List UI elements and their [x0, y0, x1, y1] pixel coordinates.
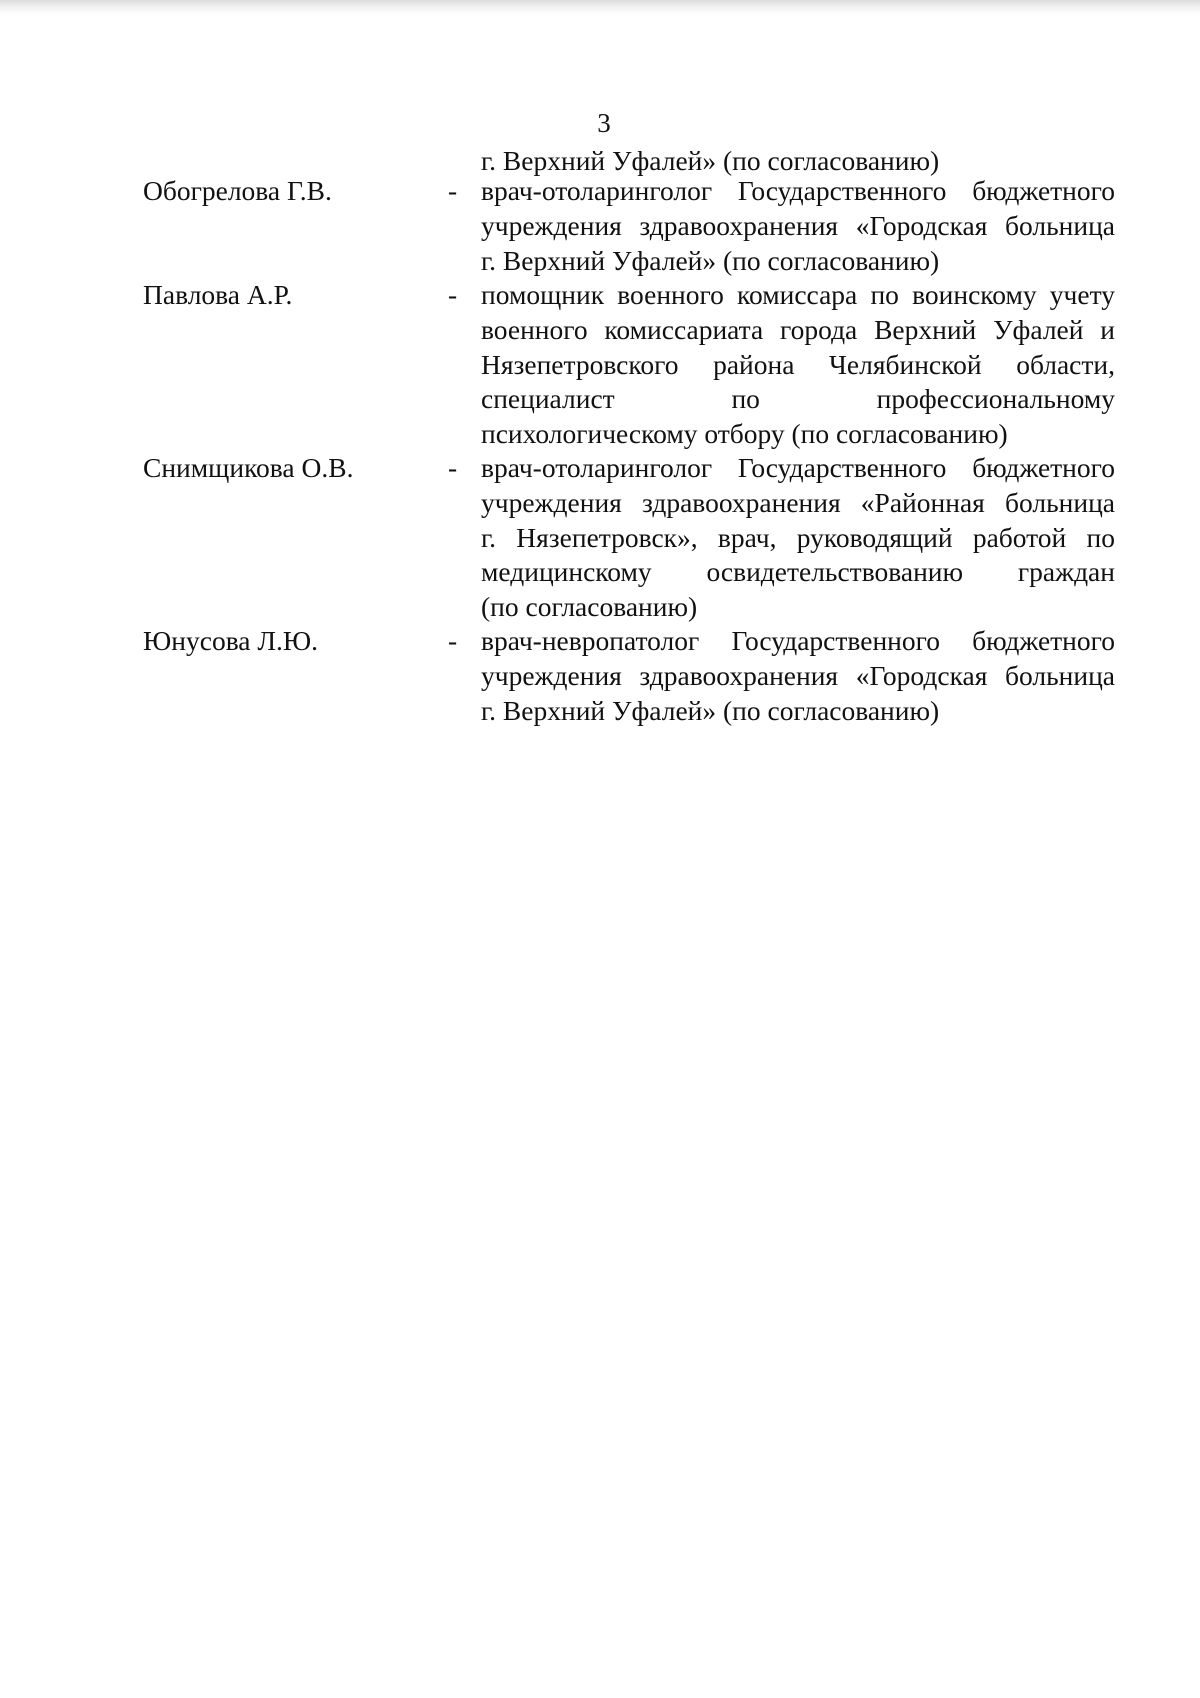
member-description-line: Нязепетровского района Челябинской области,: [481, 349, 1115, 380]
page-number: 3: [597, 108, 611, 138]
member-dash: -: [448, 279, 458, 310]
member-name: Павлова А.Р.: [143, 279, 293, 310]
member-description-line: военного комиссариата города Верхний Уфалей и: [481, 314, 1115, 345]
member-dash: -: [448, 175, 458, 206]
scan-edge-shading: [0, 0, 1200, 14]
continuation-line: г. Верхний Уфалей» (по согласованию): [481, 145, 940, 176]
member-description-line: учреждения здравоохранения «Городская больница: [481, 660, 1115, 691]
member-description-line: медицинскому освидетельствованию граждан: [481, 556, 1115, 587]
member-description-line: врач-отоларинголог Государственного бюджетного: [481, 452, 1115, 483]
member-description-line: психологическому отбору (по согласованию): [481, 418, 1008, 449]
member-dash: -: [448, 625, 458, 656]
member-description-line: учреждения здравоохранения «Районная больница: [481, 487, 1115, 518]
member-description-line: учреждения здравоохранения «Городская больница: [481, 210, 1115, 241]
member-description-line: помощник военного комиссара по воинскому учету: [481, 279, 1115, 310]
member-description-line: г. Верхний Уфалей» (по согласованию): [481, 245, 940, 276]
member-description-line: (по согласованию): [481, 591, 698, 622]
member-description-line: г. Нязепетровск», врач, руководящий работой по: [481, 522, 1115, 553]
member-name: Обогрелова Г.В.: [143, 175, 332, 206]
member-description-line: врач-невропатолог Государственного бюджетного: [481, 625, 1115, 656]
member-description-line: специалист по профессиональному: [481, 383, 1115, 414]
member-description-line: врач-отоларинголог Государственного бюджетного: [481, 175, 1115, 206]
member-name: Юнусова Л.Ю.: [143, 625, 319, 656]
member-description-line: г. Верхний Уфалей» (по согласованию): [481, 695, 940, 726]
member-name: Снимщикова О.В.: [143, 452, 354, 483]
member-dash: -: [448, 452, 458, 483]
